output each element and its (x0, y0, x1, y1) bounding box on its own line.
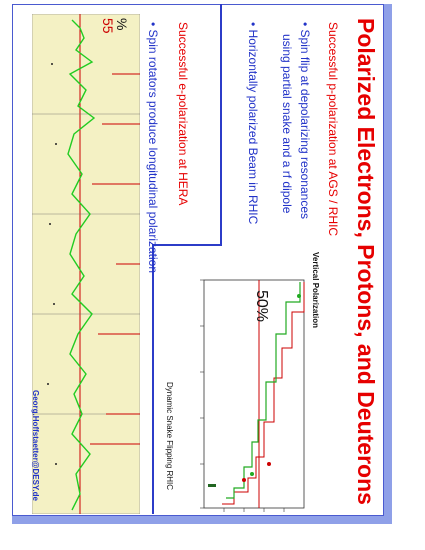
rhic-plot-caption: Dynamic Snake Flipping RHIC (165, 382, 174, 491)
hera-plot-55-marker: 55 (100, 18, 116, 34)
slide (12, 4, 392, 524)
rhic-polarization-plot (164, 252, 324, 514)
proton-subtitle: Successful p-polarization at AGS / RHIC (326, 22, 340, 237)
hera-polarization-plot (32, 14, 140, 514)
proton-bullet-1-text: Spin flip at depolarizing resonances (298, 29, 312, 219)
proton-bullet-1-cont: using partial snake and a rf dipole (280, 34, 294, 214)
proton-bullet-2: • Horizontally polarized Beam in RHIC (246, 22, 260, 225)
proton-bullet-2-text: Horizontally polarized Beam in RHIC (246, 29, 260, 225)
rhic-plot-50-marker: 50% (253, 290, 270, 323)
electron-subtitle: Successful e-polarization at HERA (176, 22, 190, 206)
proton-bullet-1: • Spin flip at depolarizing resonances (298, 22, 312, 219)
panel-divider-lower (152, 244, 154, 514)
slide-title: Polarized Electrons, Protons, and Deuterons (353, 18, 379, 505)
author-credit: Georg.Hoffstaetter@DESY.de (31, 390, 40, 501)
hera-plot-unit: % (114, 18, 130, 31)
electron-bullet: • Spin rotators produce longitudinal polarization (146, 22, 160, 274)
rhic-plot-header: Vertical Polarization (311, 252, 320, 329)
electron-bullet-text: Spin rotators produce longitudinal polarization (146, 29, 160, 274)
panel-divider-step (152, 244, 222, 246)
panel-divider-top (220, 4, 222, 244)
